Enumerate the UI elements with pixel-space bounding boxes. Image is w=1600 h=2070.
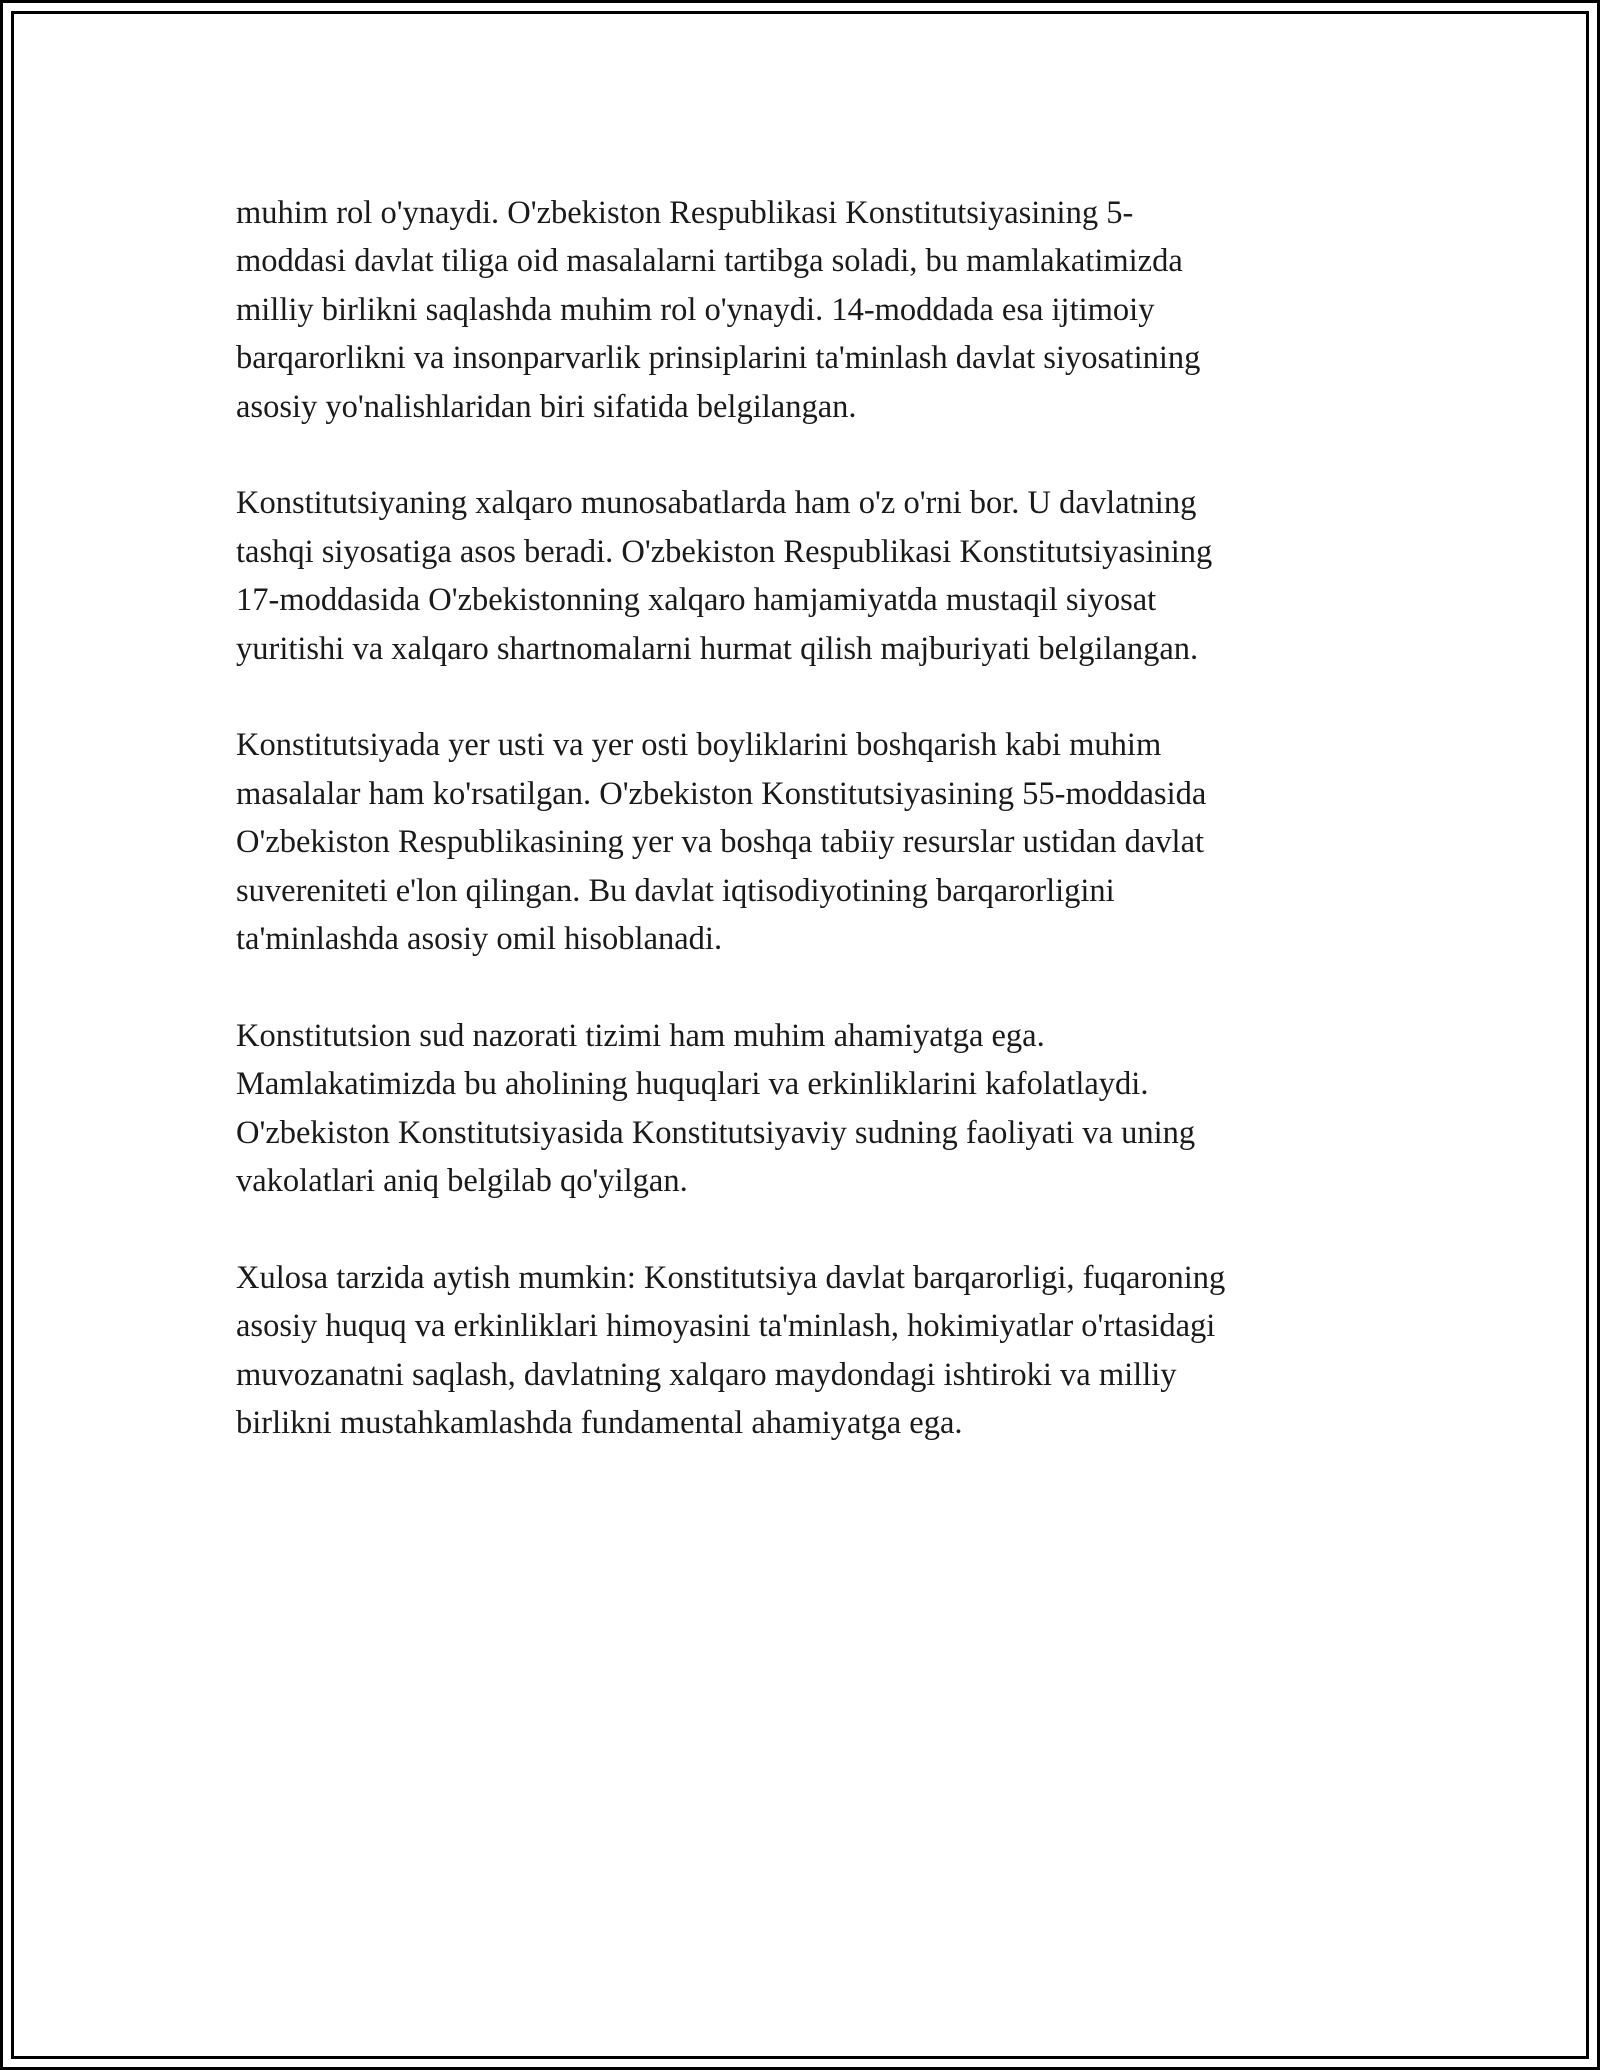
paragraph-conclusion: Xulosa tarzida aytish mumkin: Konstitutsiya davlat barqarorligi, fuqaroning asosiy huquq va erkinliklari himoyasini ta'minlash, hokimiyatlar o'rtasidagi muvozanatni saqlash, davlatning xalqaro maydondagi ishtiroki va milliy birlikni mustahkamlashda fundamental ahamiyatga ega.	[236, 1259, 1226, 1442]
paragraph-constitutional-court: Konstitutsion sud nazorati tizimi ham muhim ahamiyatga ega. Mamlakatimizda bu aholining huquqlari va erkinliklarini kafolatlaydi. O'zbekiston Konstitutsiyasida Konstitutsiyaviy sudning faoliyati va uning vakolatlari aniq belgilab qo'yilgan.	[236, 1017, 1196, 1200]
document-body	[236, 189, 1376, 1496]
paragraph-natural-resources: Konstitutsiyada yer usti va yer osti boyliklarini boshqarish kabi muhim masalalar ham ko'rsatilgan. O'zbekiston Konstitutsiyasining 55-moddasida O'zbekiston Respublikasining yer va boshqa tabiiy resurslar ustidan davlat suvereniteti e'lon qilingan. Bu davlat iqtisodiyotining barqarorligini ta'minlashda asosiy omil hisoblanadi.	[236, 727, 1207, 958]
paragraph-international-relations: Konstitutsiyaning xalqaro munosabatlarda ham o'z o'rni bor. U davlatning tashqi siyosatiga asos beradi. O'zbekiston Respublikasi Konstitutsiyasining 17-moddasida O'zbekistonning xalqaro hamjamiyatda mustaqil siyosat yuritishi va xalqaro shartnomalarni hurmat qilish majburiyati belgilangan.	[236, 485, 1213, 667]
paragraph-constitution-article-5-14: muhim rol o'ynaydi. O'zbekiston Respublikasi Konstitutsiyasining 5- moddasi davlat tiliga oid masalalarni tartibga soladi, bu mamlakatimizda milliy birlikni saqlashda muhim rol o'ynaydi. 14-moddada esa ijtimoiy barqarorlikni va insonparvarlik prinsiplarini ta'minlash davlat siyosatining asosiy yo'nalishlaridan biri sifatida belgilangan.	[236, 195, 1201, 425]
